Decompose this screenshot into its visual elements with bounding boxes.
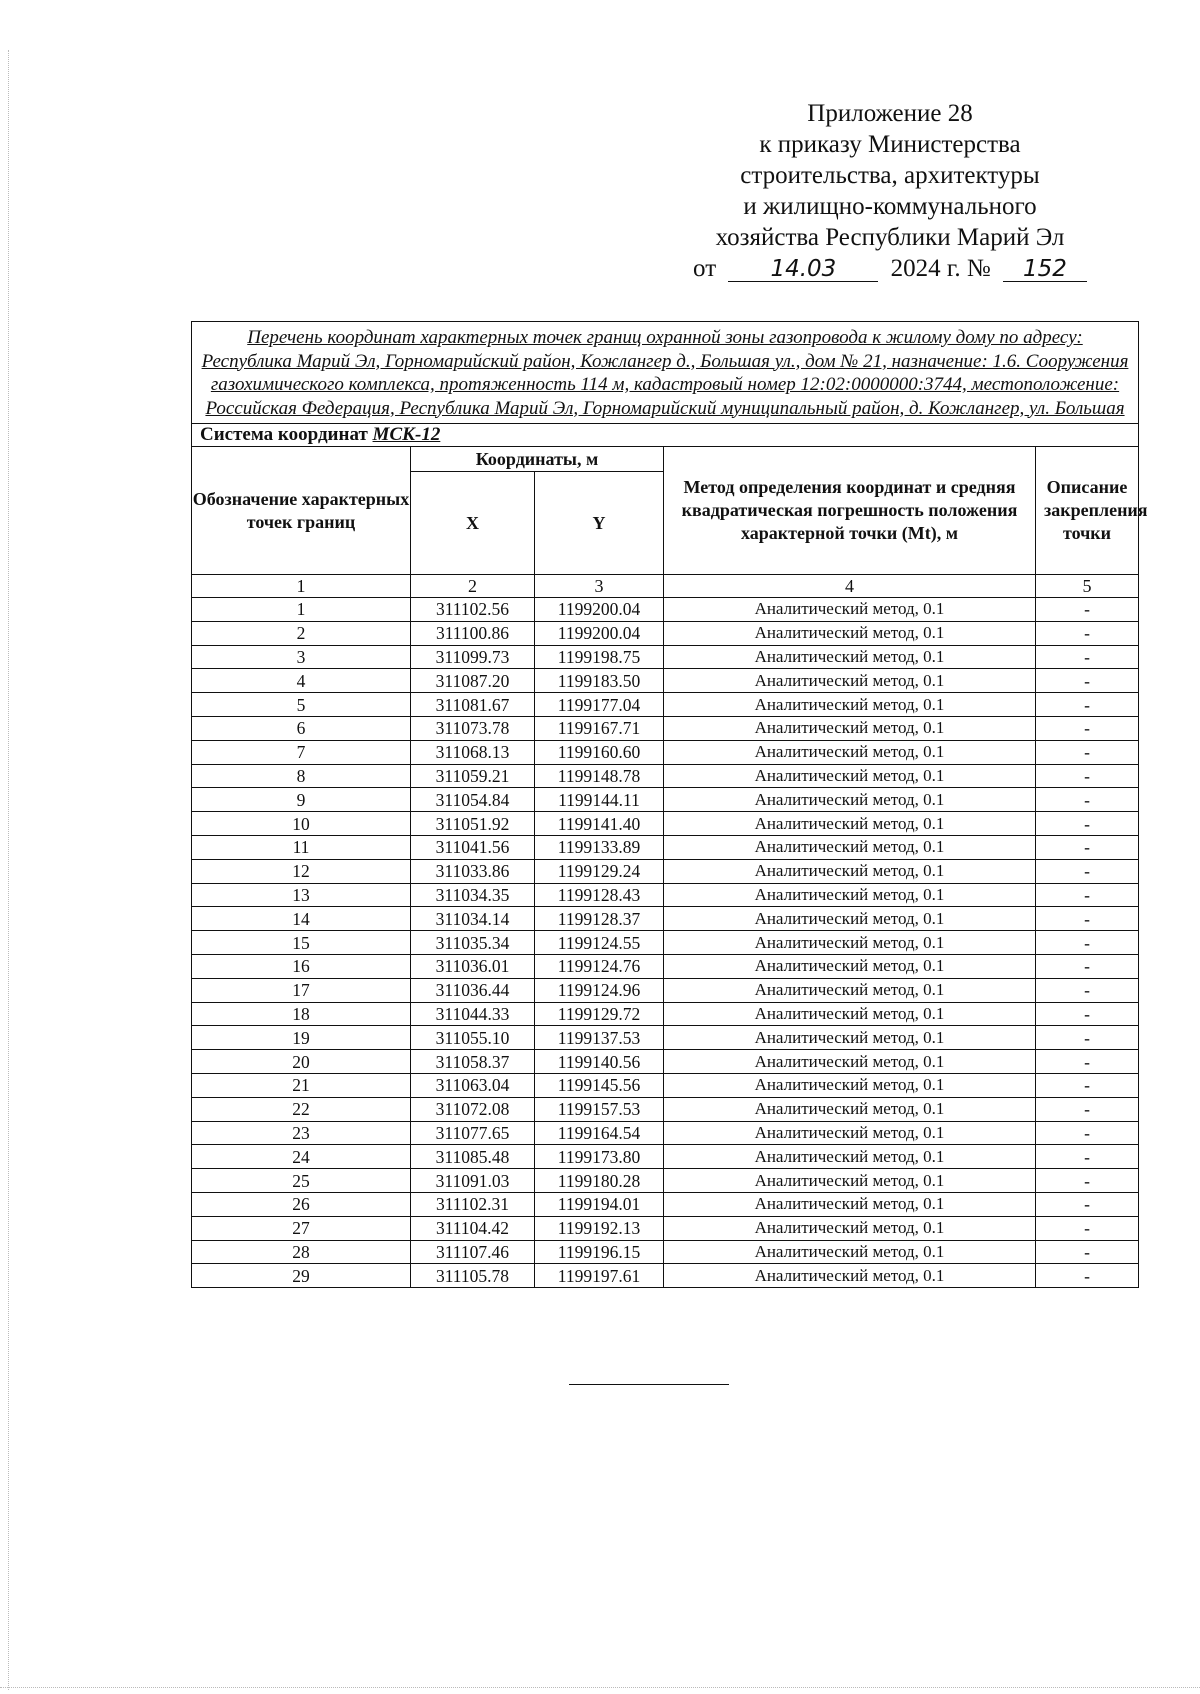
table-row	[192, 788, 1139, 812]
header-x: X	[411, 472, 535, 575]
y-cell: 1199177.04	[535, 693, 664, 717]
method-cell: Аналитический метод, 0.1	[664, 716, 1036, 740]
method-cell: Аналитический метод, 0.1	[664, 1026, 1036, 1050]
method-cell: Аналитический метод, 0.1	[664, 1121, 1036, 1145]
point-cell: 19	[192, 1026, 411, 1050]
description-cell: -	[1036, 740, 1139, 764]
x-cell: 311102.31	[411, 1192, 535, 1216]
method-cell: Аналитический метод, 0.1	[664, 978, 1036, 1002]
table-body	[192, 598, 1139, 1288]
point-cell: 3	[192, 645, 411, 669]
table-row	[192, 1050, 1139, 1074]
approval-line-5: хозяйства Республики Марий Эл	[715, 224, 1065, 251]
x-cell: 311100.86	[411, 621, 535, 645]
description-cell: -	[1036, 812, 1139, 836]
x-cell: 311055.10	[411, 1026, 535, 1050]
point-cell: 20	[192, 1050, 411, 1074]
x-cell: 311105.78	[411, 1264, 535, 1288]
x-cell: 311034.35	[411, 883, 535, 907]
table-row	[192, 1026, 1139, 1050]
table-row	[192, 1192, 1139, 1216]
point-cell: 5	[192, 693, 411, 717]
y-cell: 1199173.80	[535, 1145, 664, 1169]
x-cell: 311077.65	[411, 1121, 535, 1145]
description-cell: -	[1036, 716, 1139, 740]
description-cell: -	[1036, 1050, 1139, 1074]
table-row	[192, 764, 1139, 788]
year-number-label: 2024 г. №	[890, 255, 991, 282]
column-number: 1	[192, 575, 411, 598]
x-cell: 311059.21	[411, 764, 535, 788]
table-row	[192, 740, 1139, 764]
point-cell: 14	[192, 907, 411, 931]
point-cell: 1	[192, 598, 411, 622]
y-cell: 1199183.50	[535, 669, 664, 693]
y-cell: 1199137.53	[535, 1026, 664, 1050]
scan-bottom-artifact	[0, 1687, 1200, 1688]
handwritten-order-number: 152	[1003, 257, 1087, 282]
approval-line-2: к приказу Министерства	[759, 131, 1021, 158]
y-cell: 1199200.04	[535, 598, 664, 622]
x-cell: 311036.01	[411, 954, 535, 978]
approval-block	[660, 98, 1120, 284]
description-cell: -	[1036, 645, 1139, 669]
approval-line-4: и жилищно-коммунального	[743, 193, 1037, 220]
x-cell: 311054.84	[411, 788, 535, 812]
description-cell: -	[1036, 1169, 1139, 1193]
method-cell: Аналитический метод, 0.1	[664, 1192, 1036, 1216]
method-cell: Аналитический метод, 0.1	[664, 954, 1036, 978]
table-row	[192, 883, 1139, 907]
description-cell: -	[1036, 1097, 1139, 1121]
method-cell: Аналитический метод, 0.1	[664, 1050, 1036, 1074]
column-number: 4	[664, 575, 1036, 598]
description-cell: -	[1036, 1192, 1139, 1216]
point-cell: 11	[192, 835, 411, 859]
x-cell: 311068.13	[411, 740, 535, 764]
y-cell: 1199164.54	[535, 1121, 664, 1145]
x-cell: 311087.20	[411, 669, 535, 693]
x-cell: 311104.42	[411, 1216, 535, 1240]
x-cell: 311035.34	[411, 931, 535, 955]
point-cell: 18	[192, 1002, 411, 1026]
y-cell: 1199129.24	[535, 859, 664, 883]
end-of-document-line	[569, 1384, 729, 1385]
y-cell: 1199129.72	[535, 1002, 664, 1026]
method-cell: Аналитический метод, 0.1	[664, 1240, 1036, 1264]
y-cell: 1199144.11	[535, 788, 664, 812]
table-row	[192, 621, 1139, 645]
table-row	[192, 907, 1139, 931]
table-row	[192, 931, 1139, 955]
table-row	[192, 954, 1139, 978]
method-cell: Аналитический метод, 0.1	[664, 1097, 1036, 1121]
handwritten-date: 14.03	[728, 257, 878, 282]
x-cell: 311091.03	[411, 1169, 535, 1193]
header-y: Y	[535, 472, 664, 575]
x-cell: 311107.46	[411, 1240, 535, 1264]
y-cell: 1199200.04	[535, 621, 664, 645]
y-cell: 1199160.60	[535, 740, 664, 764]
method-cell: Аналитический метод, 0.1	[664, 669, 1036, 693]
point-cell: 2	[192, 621, 411, 645]
description-cell: -	[1036, 835, 1139, 859]
method-cell: Аналитический метод, 0.1	[664, 740, 1036, 764]
y-cell: 1199194.01	[535, 1192, 664, 1216]
y-cell: 1199167.71	[535, 716, 664, 740]
method-cell: Аналитический метод, 0.1	[664, 1073, 1036, 1097]
point-cell: 27	[192, 1216, 411, 1240]
method-cell: Аналитический метод, 0.1	[664, 621, 1036, 645]
point-cell: 9	[192, 788, 411, 812]
description-cell: -	[1036, 1026, 1139, 1050]
table-row	[192, 716, 1139, 740]
description-cell: -	[1036, 1073, 1139, 1097]
y-cell: 1199124.96	[535, 978, 664, 1002]
table-row	[192, 1169, 1139, 1193]
point-cell: 13	[192, 883, 411, 907]
description-cell: -	[1036, 1240, 1139, 1264]
description-cell: -	[1036, 1264, 1139, 1288]
y-cell: 1199141.40	[535, 812, 664, 836]
header-method: Метод определения координат и средняя квадратическая погрешность положения характерной точки (Mt), м	[664, 447, 1036, 575]
x-cell: 311102.56	[411, 598, 535, 622]
description-cell: -	[1036, 1121, 1139, 1145]
table-row	[192, 1145, 1139, 1169]
header-description: Описание закрепления точки	[1036, 447, 1139, 575]
y-cell: 1199145.56	[535, 1073, 664, 1097]
table-row	[192, 1240, 1139, 1264]
coordinate-system-row	[192, 424, 1139, 447]
table-row	[192, 1216, 1139, 1240]
method-cell: Аналитический метод, 0.1	[664, 1169, 1036, 1193]
method-cell: Аналитический метод, 0.1	[664, 645, 1036, 669]
y-cell: 1199192.13	[535, 1216, 664, 1240]
x-cell: 311081.67	[411, 693, 535, 717]
method-cell: Аналитический метод, 0.1	[664, 883, 1036, 907]
y-cell: 1199180.28	[535, 1169, 664, 1193]
header-coordinates: Координаты, м	[411, 447, 664, 472]
header-point: Обозначение характерных точек границ	[192, 447, 411, 575]
description-cell: -	[1036, 954, 1139, 978]
table-row	[192, 645, 1139, 669]
method-cell: Аналитический метод, 0.1	[664, 764, 1036, 788]
method-cell: Аналитический метод, 0.1	[664, 835, 1036, 859]
y-cell: 1199140.56	[535, 1050, 664, 1074]
method-cell: Аналитический метод, 0.1	[664, 598, 1036, 622]
table-row	[192, 835, 1139, 859]
point-cell: 7	[192, 740, 411, 764]
x-cell: 311044.33	[411, 1002, 535, 1026]
point-cell: 8	[192, 764, 411, 788]
approval-date-line	[660, 253, 1120, 284]
table-row	[192, 669, 1139, 693]
method-cell: Аналитический метод, 0.1	[664, 1216, 1036, 1240]
method-cell: Аналитический метод, 0.1	[664, 1264, 1036, 1288]
x-cell: 311036.44	[411, 978, 535, 1002]
table-row	[192, 598, 1139, 622]
x-cell: 311072.08	[411, 1097, 535, 1121]
table-row	[192, 1002, 1139, 1026]
point-cell: 29	[192, 1264, 411, 1288]
y-cell: 1199197.61	[535, 1264, 664, 1288]
method-cell: Аналитический метод, 0.1	[664, 693, 1036, 717]
y-cell: 1199157.53	[535, 1097, 664, 1121]
x-cell: 311099.73	[411, 645, 535, 669]
point-cell: 17	[192, 978, 411, 1002]
table-row	[192, 978, 1139, 1002]
y-cell: 1199128.43	[535, 883, 664, 907]
column-number: 5	[1036, 575, 1139, 598]
table-row	[192, 859, 1139, 883]
point-cell: 26	[192, 1192, 411, 1216]
method-cell: Аналитический метод, 0.1	[664, 907, 1036, 931]
method-cell: Аналитический метод, 0.1	[664, 1145, 1036, 1169]
description-cell: -	[1036, 693, 1139, 717]
y-cell: 1199148.78	[535, 764, 664, 788]
description-cell: -	[1036, 764, 1139, 788]
coordinates-table	[191, 321, 1148, 1288]
point-cell: 22	[192, 1097, 411, 1121]
point-cell: 28	[192, 1240, 411, 1264]
method-cell: Аналитический метод, 0.1	[664, 812, 1036, 836]
point-cell: 15	[192, 931, 411, 955]
x-cell: 311063.04	[411, 1073, 535, 1097]
y-cell: 1199198.75	[535, 645, 664, 669]
y-cell: 1199124.55	[535, 931, 664, 955]
point-cell: 10	[192, 812, 411, 836]
coordinate-system-value: МСК-12	[372, 424, 441, 445]
method-cell: Аналитический метод, 0.1	[664, 788, 1036, 812]
table-row	[192, 1073, 1139, 1097]
point-cell: 16	[192, 954, 411, 978]
description-cell: -	[1036, 669, 1139, 693]
x-cell: 311073.78	[411, 716, 535, 740]
description-cell: -	[1036, 1002, 1139, 1026]
method-cell: Аналитический метод, 0.1	[664, 1002, 1036, 1026]
point-cell: 24	[192, 1145, 411, 1169]
description-cell: -	[1036, 907, 1139, 931]
x-cell: 311085.48	[411, 1145, 535, 1169]
column-number: 3	[535, 575, 664, 598]
table-row	[192, 1097, 1139, 1121]
table-row	[192, 1264, 1139, 1288]
y-cell: 1199196.15	[535, 1240, 664, 1264]
column-number: 2	[411, 575, 535, 598]
point-cell: 21	[192, 1073, 411, 1097]
description-cell: -	[1036, 1216, 1139, 1240]
y-cell: 1199133.89	[535, 835, 664, 859]
point-cell: 12	[192, 859, 411, 883]
description-cell: -	[1036, 978, 1139, 1002]
approval-line-3: строительства, архитектуры	[740, 162, 1040, 189]
coordinate-system-label: Система координат	[200, 424, 368, 445]
x-cell: 311033.86	[411, 859, 535, 883]
column-numbers-row	[192, 575, 1139, 598]
description-cell: -	[1036, 883, 1139, 907]
point-cell: 4	[192, 669, 411, 693]
description-cell: -	[1036, 788, 1139, 812]
x-cell: 311058.37	[411, 1050, 535, 1074]
table-row	[192, 1121, 1139, 1145]
description-cell: -	[1036, 598, 1139, 622]
x-cell: 311034.14	[411, 907, 535, 931]
approval-line-1: Приложение 28	[807, 100, 973, 127]
method-cell: Аналитический метод, 0.1	[664, 859, 1036, 883]
table-row	[192, 812, 1139, 836]
method-cell: Аналитический метод, 0.1	[664, 931, 1036, 955]
point-cell: 6	[192, 716, 411, 740]
from-label: от	[693, 255, 717, 282]
table-caption: Перечень координат характерных точек границ охранной зоны газопровода к жилому дому по адресу: Республика Марий Эл, Горномарийский район, Кожлангер д., Большая ул., дом № 21, назначение: 1.6. Сооружения газохимического комплекса, протяженность 114 м, кадастровый номер 12:02:0000000:3744, местоположение: Российская Федерация, Республика Марий Эл, Горномарийский муниципальный район, д. Кожлангер, ул. Большая	[192, 322, 1139, 424]
point-cell: 25	[192, 1169, 411, 1193]
description-cell: -	[1036, 931, 1139, 955]
point-cell: 23	[192, 1121, 411, 1145]
x-cell: 311051.92	[411, 812, 535, 836]
x-cell: 311041.56	[411, 835, 535, 859]
description-cell: -	[1036, 1145, 1139, 1169]
table-row	[192, 693, 1139, 717]
y-cell: 1199124.76	[535, 954, 664, 978]
y-cell: 1199128.37	[535, 907, 664, 931]
description-cell: -	[1036, 621, 1139, 645]
description-cell: -	[1036, 859, 1139, 883]
scan-edge-artifact	[8, 50, 9, 1690]
